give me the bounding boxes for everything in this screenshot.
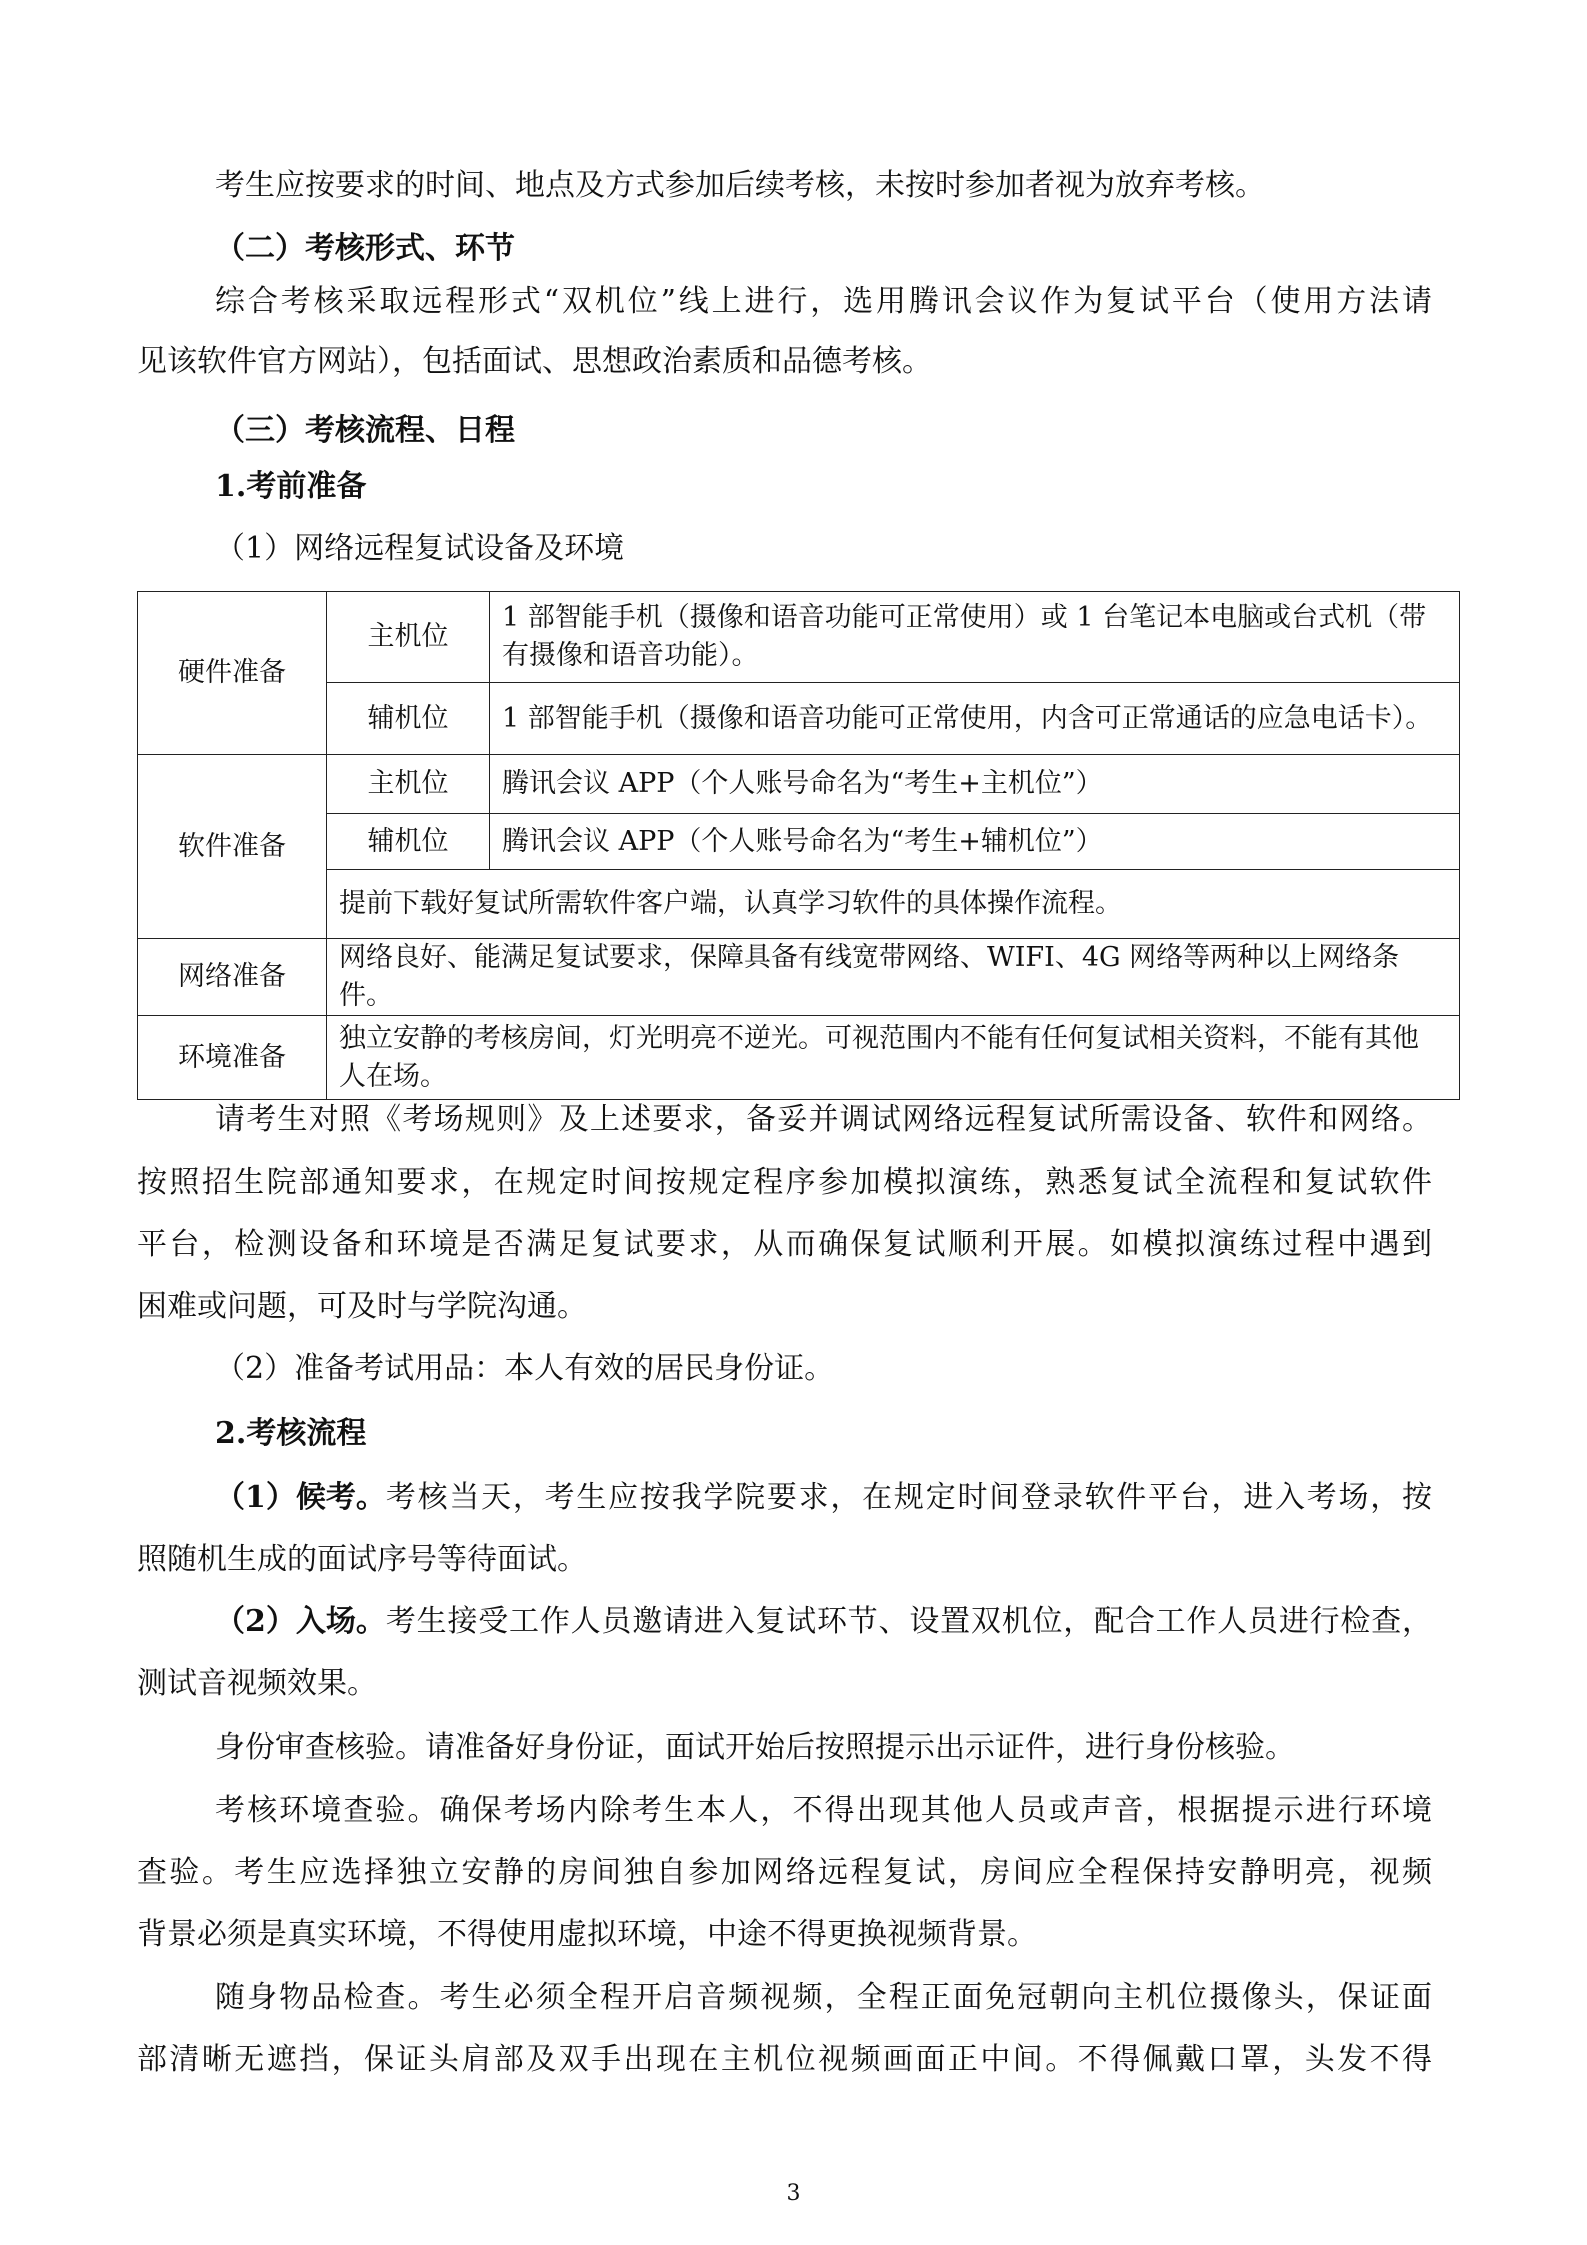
cell-text-line: 有摄像和语音功能）。: [502, 640, 759, 671]
paragraph-text: 随身物品检查。考生必须全程开启音频视频，全程正面免冠朝向主机位摄像头，保证面: [215, 1980, 1432, 2015]
paragraph-text: 综合考核采取远程形式“双机位”线上进行，选用腾讯会议作为复试平台（使用方法请: [215, 284, 1432, 319]
table-category-cell: 硬件准备: [138, 592, 327, 755]
page-number: 3: [786, 2181, 801, 2206]
table-row: [138, 1016, 1460, 1100]
table-category-cell: 环境准备: [138, 1016, 327, 1100]
cell-text-line: 独立安静的考核房间，灯光明亮不逆光。可视范围内不能有任何复试相关资料，不能有其他: [339, 1022, 1419, 1054]
paragraph-text: 部清晰无遮挡，保证头肩部及双手出现在主机位视频画面正中间。不得佩戴口罩，头发不得: [137, 2042, 1432, 2077]
paragraph-text: 考核当天，考生应按我学院要求，在规定时间登录软件平台，进入考场，按: [385, 1480, 1432, 1515]
table-subcategory-cell: 辅机位: [327, 814, 490, 870]
cell-text-line: 1 部智能手机（摄像和语音功能可正常使用）或 1 台笔记本电脑或台式机（带: [502, 602, 1427, 633]
paragraph-text: 查验。考生应选择独立安静的房间独自参加网络远程复试，房间应全程保持安静明亮，视频: [137, 1855, 1432, 1890]
paragraph-text: 身份审查核验。请准备好身份证，面试开始后按照提示出示证件，进行身份核验。: [215, 1730, 1295, 1765]
inline-heading: （1）候考。: [215, 1480, 386, 1515]
requirements-table: [137, 591, 1460, 1100]
table-subcategory-cell: 主机位: [327, 755, 490, 814]
paragraph-text: （2）准备考试用品：本人有效的居民身份证。: [215, 1351, 835, 1386]
table-content-cell: 网络良好、能满足复试要求，保障具备有线宽带网络、WIFI、4G 网络等两种以上网络条件。: [327, 939, 1460, 1016]
table-row: [138, 592, 1460, 683]
table-content-cell: 腾讯会议 APP（个人账号命名为“考生+辅机位”）: [490, 814, 1460, 870]
table-content-cell: 提前下载好复试所需软件客户端，认真学习软件的具体操作流程。: [327, 870, 1460, 939]
section-heading: （三）考核流程、日程: [215, 413, 515, 448]
paragraph-text: 考生应按要求的时间、地点及方式参加后续考核，未按时参加者视为放弃考核。: [215, 168, 1265, 203]
paragraph-text: 照随机生成的面试序号等待面试。: [137, 1542, 587, 1577]
subsection-heading: 1.考前准备: [215, 469, 367, 504]
table-subcategory-cell: 辅机位: [327, 683, 490, 755]
paragraph-text: 按照招生院部通知要求，在规定时间按规定程序参加模拟演练，熟悉复试全流程和复试软件: [137, 1165, 1432, 1200]
paragraph-text: 困难或问题，可及时与学院沟通。: [137, 1289, 587, 1324]
paragraph-text: 平台，检测设备和环境是否满足复试要求，从而确保复试顺利开展。如模拟演练过程中遇到: [137, 1227, 1432, 1262]
paragraph-text: 见该软件官方网站），包括面试、思想政治素质和品德考核。: [137, 344, 932, 379]
table-content-cell: [490, 592, 1460, 683]
paragraph-text: 背景必须是真实环境，不得使用虚拟环境，中途不得更换视频背景。: [137, 1917, 1037, 1952]
table-category-cell: 软件准备: [138, 755, 327, 939]
paragraph-text: 请考生对照《考场规则》及上述要求，备妥并调试网络远程复试所需设备、软件和网络。: [215, 1102, 1432, 1137]
paragraph-text: 考核环境查验。确保考场内除考生本人，不得出现其他人员或声音，根据提示进行环境: [215, 1793, 1432, 1828]
inline-heading: （2）入场。: [215, 1604, 386, 1639]
table-row: [138, 683, 1460, 755]
paragraph-first-line: [215, 1476, 1432, 1520]
table-row: [138, 870, 1460, 939]
table-row: [138, 755, 1460, 814]
table-content-cell: 1 部智能手机（摄像和语音功能可正常使用，内含可正常通话的应急电话卡）。: [490, 683, 1460, 755]
paragraph-first-line: [215, 1600, 1432, 1644]
paragraph-text: 考生接受工作人员邀请进入复试环节、设置双机位，配合工作人员进行检查，: [385, 1604, 1432, 1639]
table-category-cell: 网络准备: [138, 939, 327, 1016]
table-row: [138, 814, 1460, 870]
cell-text-line: 人在场。: [339, 1060, 447, 1092]
table-subcategory-cell: 主机位: [327, 592, 490, 683]
table-row: [138, 939, 1460, 1016]
table-content-cell: [327, 1016, 1460, 1100]
section-heading: （二）考核形式、环节: [215, 231, 515, 266]
table-content-cell: 腾讯会议 APP（个人账号命名为“考生+主机位”）: [490, 755, 1460, 814]
paragraph-text: （1）网络远程复试设备及环境: [215, 531, 625, 566]
paragraph-text: 测试音视频效果。: [137, 1666, 377, 1701]
subsection-heading: 2.考核流程: [215, 1416, 367, 1451]
